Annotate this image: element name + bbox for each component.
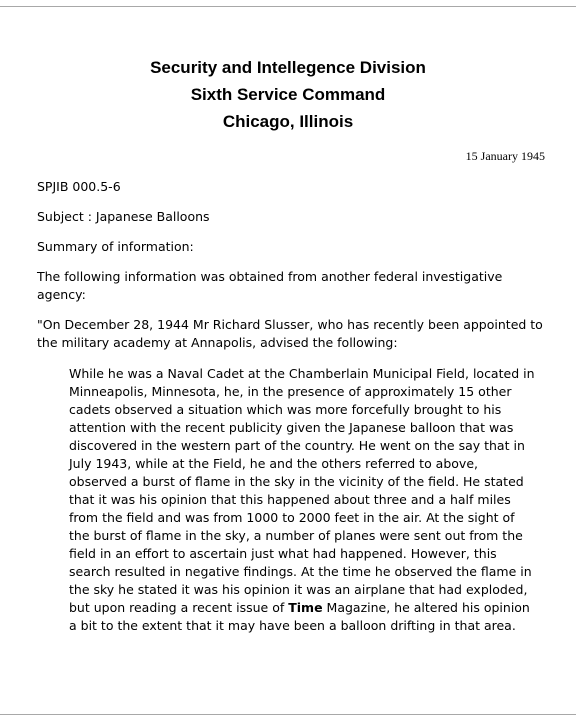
summary-label: Summary of information:: [37, 239, 194, 254]
bottom-divider: [0, 714, 576, 715]
letterhead-location: Chicago, Illinois: [222, 112, 354, 131]
statement-text: While he was a Naval Cadet at the Chamberlain Municipal Field, located in Minneapolis, Minnesota, he, in the presence of approximately 15 other cadets observed a situation which was more forcefully brought to his attention with the recent publicity given the Japanese balloon that was discovered in the western part of the country. He went on the say that in July 1943, while at the Field, he and the others referred to above, observed a burst of flame in the sky in the vicinity of the field. He stated that it was his opinion that this happened about three and a half miles from the field and was from 1000 to 2000 feet in the air. At the sight of the burst of flame in the sky, a number of planes were sent out from the field in an effort to ascertain just what had happened. However, this search resulted in negative findings. At the time he observed the flame in the sky he stated it was his opinion it was an airplane that had exploded, but upon reading a recent issue of: [69, 366, 535, 615]
intro-paragraph: The following information was obtained from another federal investigative agency:: [37, 269, 503, 302]
magazine-name: Time: [288, 600, 323, 615]
statement-text-end: Magazine, he altered his opinion a bit to the extent that it may have been a balloon drifting in that area.: [69, 600, 530, 633]
letterhead-division: Security and Intellegence Division: [150, 58, 426, 77]
file-number: SPJIB 000.5-6: [37, 179, 121, 194]
document-body: [37, 178, 547, 635]
opening-quote-paragraph: "On December 28, 1944 Mr Richard Slusser, who has recently been appointed to the military academy at Annapolis, advised the following:: [37, 317, 543, 350]
letterhead-command: Sixth Service Command: [190, 85, 386, 104]
document-date: 15 January 1945: [465, 149, 545, 163]
letterhead: [0, 54, 576, 135]
statement-block: [69, 365, 539, 635]
subject-line: Subject : Japanese Balloons: [37, 209, 210, 224]
top-divider: [0, 6, 576, 7]
